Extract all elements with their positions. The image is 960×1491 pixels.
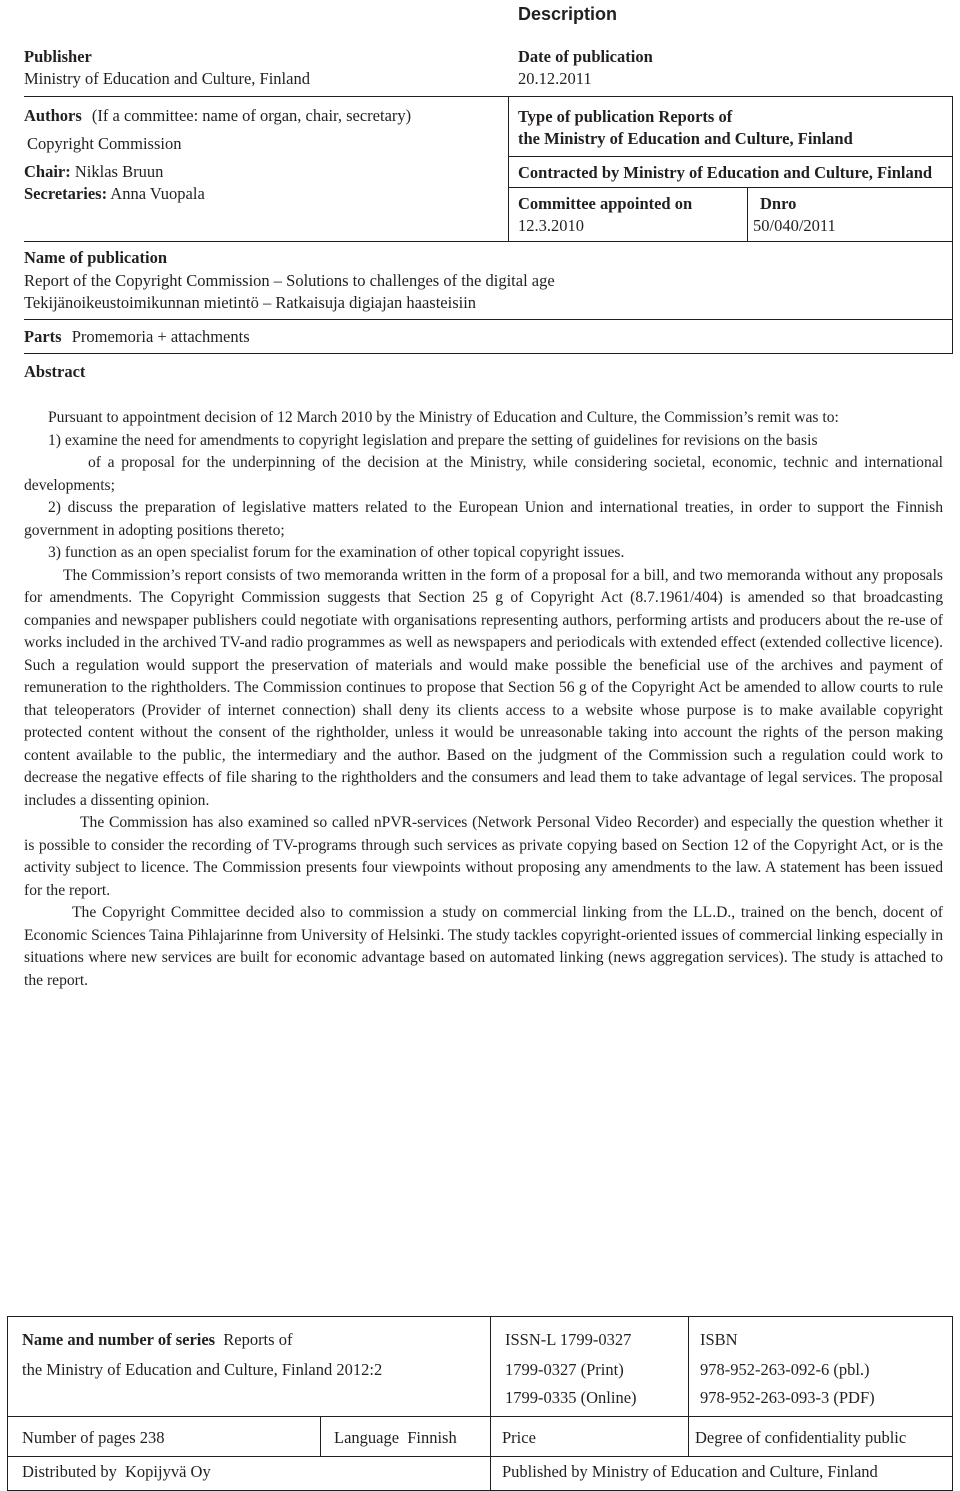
dnro-value: 50/040/2011 bbox=[753, 216, 836, 235]
series-row bbox=[22, 1330, 292, 1350]
table-border-right bbox=[952, 1316, 953, 1491]
price-label: Price bbox=[502, 1428, 536, 1447]
parts-value: Promemoria + attachments bbox=[71, 327, 250, 346]
table-divider-confidentiality bbox=[688, 1416, 689, 1456]
parts-label: Parts bbox=[24, 327, 62, 346]
authors-heading bbox=[24, 106, 411, 126]
publisher-value: Ministry of Education and Culture, Finland bbox=[24, 69, 310, 88]
divider-vertical-top bbox=[508, 96, 509, 241]
number-of-pages: Number of pages 238 bbox=[22, 1428, 165, 1447]
divider-publisher bbox=[24, 96, 953, 97]
dnro-label: Dnro bbox=[760, 194, 797, 213]
divider-contracted bbox=[508, 187, 953, 188]
abstract-paragraph: The Commission’s report consists of two memoranda written in the form of a proposal for a bill, and two memoranda without any proposals for amendments. The Copyright Commission suggests that Section 25 g of Copyright Act (8.7.1961/404) is amended so that broadcasting companies and newspaper publishers could negotiate with organisations representing authors, performing artists and producers about the re-use of works included in the archived TV-and radio programmes as well as newspapers and periodicals with extended effect (extended collective licence). Such a regulation would support the preservation of materials and would make possible the beneficial use of the archives and payment of remuneration to the rightholders. The Commission continues to propose that Section 56 g of the Copyright Act be amended to allow courts to rule that teleoperators (Provider of internet connection) shall deny its clients access to a website whose purpose is to make available copyright protected content without the consent of the rightholder, unless it would be unreasonable taking into account the rights of the person making content available to the public, the intermediary and the author. Based on the judgment of the Commission such a regulation could work to decrease the negative effects of file sharing to the rightholders and the consumers and lead them to take advantage of legal services. The proposal includes a dissenting opinion. bbox=[24, 566, 943, 809]
isbn-pbl: 978-952-263-092-6 (pbl.) bbox=[700, 1360, 870, 1379]
date-value: 20.12.2011 bbox=[518, 69, 592, 88]
abstract-body bbox=[24, 407, 943, 992]
language-label: Language bbox=[334, 1428, 400, 1447]
secretaries-label: Secretaries: bbox=[24, 184, 108, 203]
table-divider-issn bbox=[490, 1316, 491, 1416]
authors-organ: Copyright Commission bbox=[27, 134, 182, 153]
language-row bbox=[334, 1428, 457, 1448]
confidentiality: Degree of confidentiality public bbox=[695, 1428, 907, 1447]
divider-type bbox=[508, 156, 953, 157]
isbn-pdf: 978-952-263-093-3 (PDF) bbox=[700, 1388, 875, 1407]
authors-secretaries bbox=[24, 184, 205, 204]
parts-row bbox=[24, 327, 250, 347]
series-value: Reports of bbox=[223, 1330, 293, 1349]
issn-online: 1799-0335 (Online) bbox=[505, 1388, 637, 1407]
authors-chair bbox=[24, 162, 163, 182]
publication-name-label: Name of publication bbox=[24, 248, 168, 267]
published-by: Published by Ministry of Education and Culture, Finland bbox=[502, 1462, 878, 1481]
table-divider-price bbox=[490, 1416, 491, 1491]
type-line2: the Ministry of Education and Culture, Finland bbox=[518, 129, 853, 148]
series-value-2: the Ministry of Education and Culture, Finland 2012:2 bbox=[22, 1360, 383, 1379]
table-border-top bbox=[7, 1316, 953, 1317]
abstract-item-3: 3) function as an open specialist forum for the examination of other topical copyright issues. bbox=[48, 544, 625, 561]
type-line1: Type of publication Reports of bbox=[518, 107, 733, 126]
table-divider-row2 bbox=[7, 1416, 953, 1417]
abstract-item-1: 1) examine the need for amendments to copyright legislation and prepare the setting of guidelines for revisions on the basis bbox=[48, 431, 818, 449]
distributed-row bbox=[22, 1462, 211, 1482]
abstract-paragraph: The Copyright Committee decided also to commission a study on commercial linking from the LL.D., trained on the bench, docent of Economic Sciences Taina Pihlajarinne from University of Helsinki. The study tackles copyright-oriented issues of commercial linking especially in situations where new services are built for economic advantage based on automated linking (news aggregation services). The study is attached to the report. bbox=[24, 904, 943, 989]
chair-value: Niklas Bruun bbox=[74, 162, 164, 181]
abstract-paragraph: The Commission has also examined so called nPVR-services (Network Personal Video Recorder) and especially the question whether it is possible to consider the recording of TV-programs through such services as private copying based on Section 12 of the Copyright Act, or is the activity subject to licence. The Commission presents four viewpoints without proposing any amendments to the law. A statement has been issued for the report. bbox=[24, 814, 943, 899]
divider-authors bbox=[24, 241, 953, 242]
page-title: Description bbox=[518, 4, 618, 24]
publication-name-en: Report of the Copyright Commission – Solutions to challenges of the digital age bbox=[24, 271, 555, 290]
committee-label: Committee appointed on bbox=[518, 194, 693, 213]
publisher-label: Publisher bbox=[24, 47, 92, 66]
table-divider-language bbox=[320, 1416, 321, 1456]
table-border-left bbox=[7, 1316, 8, 1491]
authors-note: (If a committee: name of organ, chair, secretary) bbox=[91, 106, 412, 125]
divider-name bbox=[24, 319, 953, 320]
secretaries-value: Anna Vuopala bbox=[110, 184, 205, 203]
abstract-item-1-cont: of a proposal for the underpinning of the decision at the Ministry, while considering societal, economic, technic and international developments; bbox=[24, 454, 943, 494]
distributed-label: Distributed by bbox=[22, 1462, 117, 1481]
abstract-paragraph: Pursuant to appointment decision of 12 March 2010 by the Ministry of Education and Culture, the Commission’s remit was to: bbox=[48, 409, 839, 426]
series-label: Name and number of series bbox=[22, 1330, 216, 1349]
isbn-label: ISBN bbox=[700, 1330, 738, 1349]
divider-parts bbox=[24, 353, 953, 354]
language-value: Finnish bbox=[407, 1428, 457, 1447]
abstract-item-2: 2) discuss the preparation of legislative matters related to the European Union and international treaties, in order to support the Finnish government in adopting positions thereto; bbox=[24, 499, 943, 539]
date-label: Date of publication bbox=[518, 47, 653, 66]
table-divider-isbn bbox=[688, 1316, 689, 1416]
issn-label: ISSN-L 1799-0327 bbox=[505, 1330, 632, 1349]
distributed-value: Kopijyvä Oy bbox=[125, 1462, 211, 1481]
authors-label: Authors bbox=[24, 106, 82, 125]
publication-name-fi: Tekijänoikeustoimikunnan mietintö – Ratkaisuja digiajan haasteisiin bbox=[24, 293, 477, 312]
table-divider-row3 bbox=[7, 1456, 953, 1457]
border-right-top bbox=[952, 96, 953, 354]
committee-date: 12.3.2010 bbox=[518, 216, 584, 235]
chair-label: Chair: bbox=[24, 162, 71, 181]
abstract-label: Abstract bbox=[24, 362, 86, 381]
issn-print: 1799-0327 (Print) bbox=[505, 1360, 624, 1379]
contracted-by: Contracted by Ministry of Education and Culture, Finland bbox=[518, 163, 933, 182]
divider-dnro bbox=[747, 187, 748, 241]
